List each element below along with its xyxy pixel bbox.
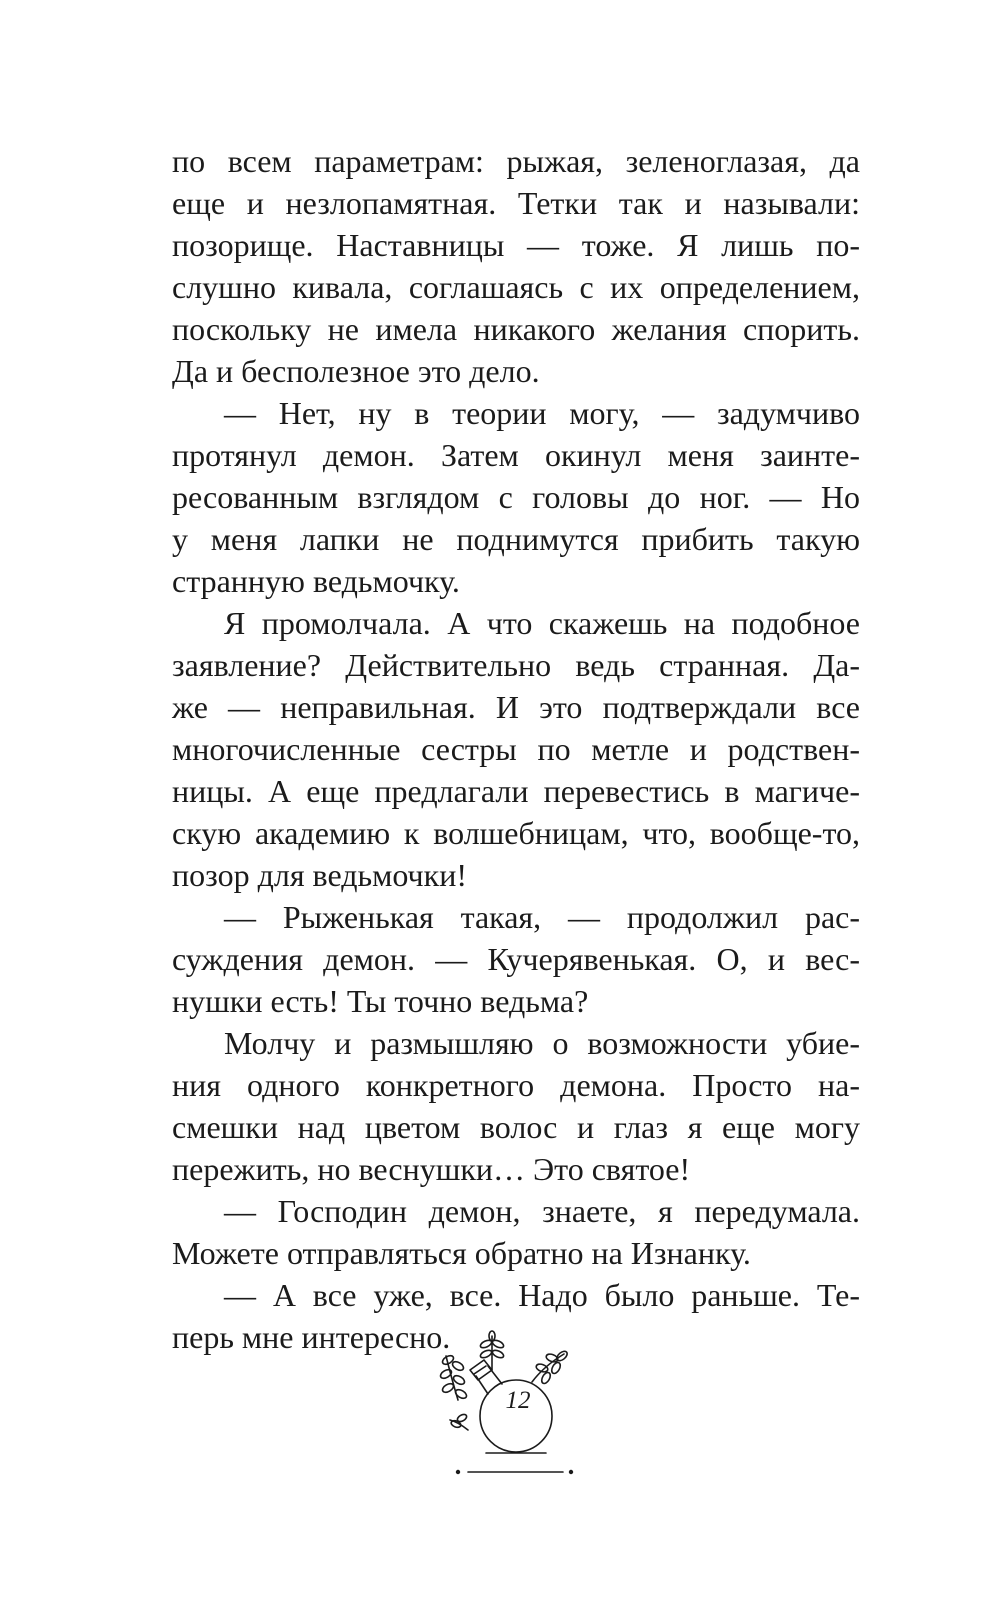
text-line: Молчу и размышляю о возможности убие- xyxy=(224,1025,860,1061)
text-line: еще и незлопамятная. Тетки так и называли: xyxy=(172,185,860,221)
text-line: позор для ведьмочки! xyxy=(172,857,467,893)
text-line: — Нет, ну в теории могу, — задумчиво xyxy=(224,395,860,431)
text-line: многочисленные сестры по метле и родствен- xyxy=(172,731,860,767)
text-line: заявление? Действительно ведь странная. Да- xyxy=(172,647,860,683)
page-number: 12 xyxy=(505,1387,531,1414)
text-line: скую академию к волшебницам, что, вообще-то, xyxy=(172,815,860,851)
text-line: смешки над цветом волос и глаз я еще могу xyxy=(172,1109,860,1145)
text-line: по всем параметрам: рыжая, зеленоглазая, да xyxy=(172,143,860,179)
body-text xyxy=(172,140,860,1358)
text-line: ния одного конкретного демона. Просто на- xyxy=(172,1067,860,1103)
text-line: — Рыженькая такая, — продолжил рас- xyxy=(224,899,860,935)
text-line: ресованным взглядом с головы до ног. — Но xyxy=(172,479,860,515)
text-line: протянул демон. Затем окинул меня заинте- xyxy=(172,437,860,473)
text-line: слушно кивала, соглашаясь с их определением, xyxy=(172,269,860,305)
text-line: у меня лапки не поднимутся прибить такую xyxy=(172,521,860,557)
text-line: Можете отправляться обратно на Изнанку. xyxy=(172,1235,751,1271)
text-line: позорище. Наставницы — тоже. Я лишь по- xyxy=(172,227,860,263)
text-line: — А все уже, все. Надо было раньше. Те- xyxy=(224,1277,860,1313)
text-line: суждения демон. — Кучерявенькая. О, и вес- xyxy=(172,941,860,977)
text-line: пережить, но веснушки… Это святое! xyxy=(172,1151,691,1187)
text-line: перь мне интересно. xyxy=(172,1319,451,1355)
text-line: же — неправильная. И это подтверждали все xyxy=(172,689,860,725)
text-line: Я промолчала. А что скажешь на подобное xyxy=(224,605,860,641)
text-line: — Господин демон, знаете, я передумала. xyxy=(224,1193,860,1229)
text-line: поскольку не имела никакого желания спорить. xyxy=(172,311,860,347)
text-line: странную ведьмочку. xyxy=(172,563,460,599)
text-line: нушки есть! Ты точно ведьма? xyxy=(172,983,589,1019)
text-line: ницы. А еще предлагали перевестись в магиче- xyxy=(172,773,860,809)
text-line: Да и бесполезное это дело. xyxy=(172,353,540,389)
